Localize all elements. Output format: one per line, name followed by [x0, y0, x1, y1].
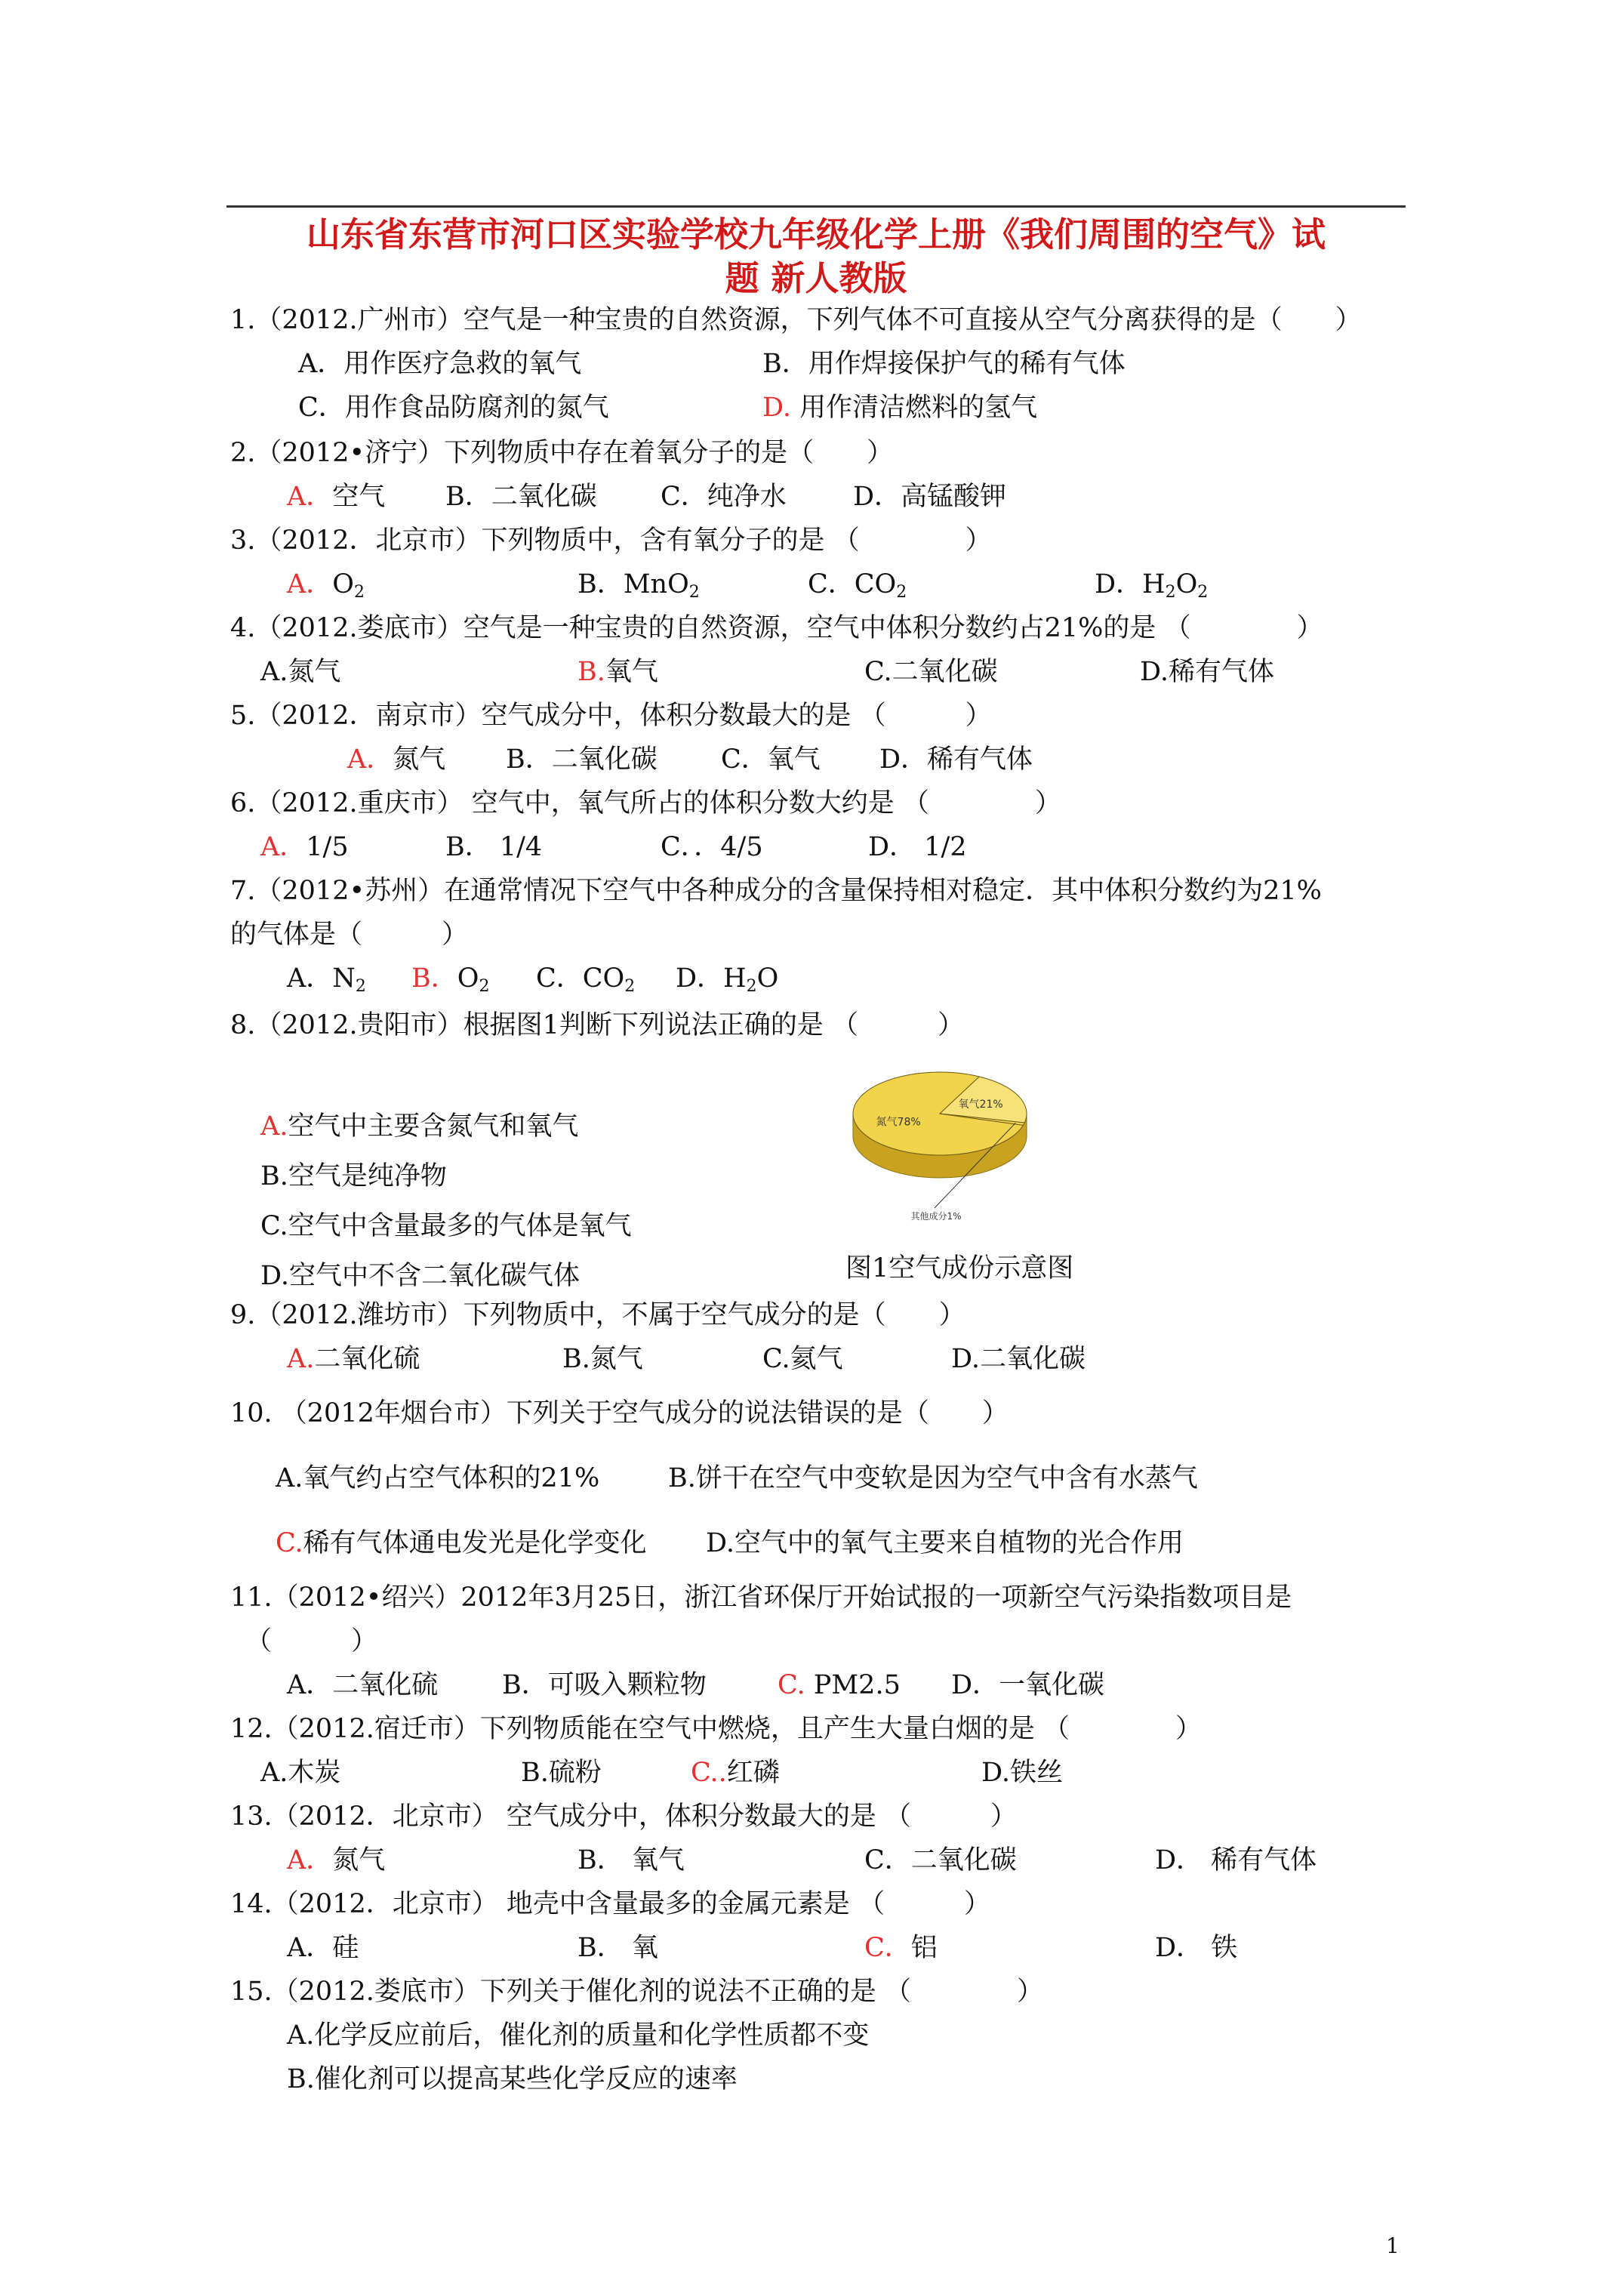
q9-option-d: D.二氧化碳 — [951, 1344, 1086, 1374]
q12-stem: 12.（2012.宿迁市）下列物质能在空气中燃烧，且产生大量白烟的是 （ ） — [230, 1714, 1202, 1744]
q11-option-a: A．二氧化硫 — [287, 1670, 439, 1700]
q15-stem: 15.（2012.娄底市）下列关于催化剂的说法不正确的是 （ ） — [230, 1977, 1043, 2007]
figure-caption: 图1空气成份示意图 — [845, 1253, 1074, 1284]
q5-option-c: C．氧气 — [721, 744, 821, 775]
q3-option-a: A．$O_2$ — [287, 569, 365, 602]
q3-option-d: D．$H_2O_2$ — [1095, 569, 1209, 602]
q11-stem-line2: （ ） — [245, 1626, 378, 1657]
q14-option-d: D． 铁 — [1155, 1933, 1238, 1963]
q13-option-d: D． 稀有气体 — [1155, 1845, 1317, 1875]
q9-stem: 9.（2012.潍坊市）下列物质中，不属于空气成分的是（ ） — [230, 1300, 965, 1330]
q8-option-a: A.空气中主要含氮气和氧气 — [260, 1111, 579, 1142]
q2-option-d: D．高锰酸钾 — [853, 482, 1007, 512]
q2-option-c: C．纯净水 — [661, 482, 787, 512]
q10-stem: 10. （2012年烟台市）下列关于空气成分的说法错误的是（ ） — [230, 1398, 1009, 1428]
q3-stem: 3.（2012．北京市）下列物质中，含有氧分子的是 （ ） — [230, 525, 992, 556]
pie-label-n2: 氮气78% — [876, 1116, 921, 1129]
q13-option-a: A．氮气 — [287, 1845, 386, 1875]
q13-option-c: C．二氧化碳 — [864, 1845, 1017, 1875]
page-number: 1 — [1386, 2233, 1400, 2258]
q4-stem: 4.（2012.娄底市）空气是一种宝贵的自然资源，空气中体积分数约占21%的是 （ ） — [230, 613, 1323, 643]
q10-option-a: A.氧气约占空气体积的21% — [276, 1463, 600, 1493]
q10-option-d: D.空气中的氧气主要来自植物的光合作用 — [706, 1528, 1184, 1558]
q6-stem: 6.（2012.重庆市） 空气中，氧气所占的体积分数大约是 （ ） — [230, 788, 1061, 818]
pie-label-other: 其他成分1% — [910, 1211, 962, 1222]
q8-option-b: B.空气是纯净物 — [260, 1161, 447, 1191]
q15-option-a: A.化学反应前后，催化剂的质量和化学性质都不变 — [287, 2020, 870, 2051]
q9-option-a: A.二氧化硫 — [287, 1344, 420, 1374]
q8-option-d: D.空气中不含二氧化碳气体 — [260, 1261, 580, 1291]
q15-option-b: B.催化剂可以提高某些化学反应的速率 — [287, 2064, 738, 2094]
q12-option-a: A.木炭 — [260, 1758, 341, 1788]
q5-stem: 5.（2012．南京市）空气成分中，体积分数最大的是 （ ） — [230, 701, 992, 731]
q11-stem-line1: 11.（2012•绍兴）2012年3月25日，浙江省环保厅开始试报的一项新空气污染指数项目是 — [230, 1583, 1292, 1613]
q7-option-b: B．$O_2$ — [411, 963, 490, 996]
q14-stem: 14.（2012．北京市） 地壳中含量最多的金属元素是 （ ） — [230, 1889, 990, 1919]
q7-option-c: C．$CO_2$ — [536, 963, 636, 996]
q8-option-c: C.空气中含量最多的气体是氧气 — [260, 1211, 632, 1241]
q1-option-b: B．用作焊接保护气的稀有气体 — [762, 349, 1126, 379]
q14-option-b: B． 氧 — [577, 1933, 658, 1963]
q3-option-b: B．MnO$_2$ — [577, 569, 700, 602]
q4-option-d: D.稀有气体 — [1140, 657, 1274, 687]
doc-title-line1: 山东省东营市河口区实验学校九年级化学上册《我们周围的空气》试 — [306, 214, 1326, 254]
q11-option-b: B．可吸入颗粒物 — [502, 1670, 707, 1700]
header-rule — [226, 205, 1406, 208]
q12-option-c: C..红磷 — [691, 1758, 780, 1788]
q9-option-b: B.氮气 — [562, 1344, 643, 1374]
q7-stem-line2: 的气体是（ ） — [230, 920, 469, 950]
q7-option-d: D．$H_2O$ — [676, 963, 779, 996]
q5-option-b: B．二氧化碳 — [506, 744, 658, 775]
pie-label-o2: 氧气21% — [958, 1098, 1003, 1111]
q3-option-c: C．$CO_2$ — [808, 569, 907, 602]
air-composition-pie-chart — [845, 1057, 1072, 1223]
q2-stem: 2.（2012•济宁）下列物质中存在着氧分子的是（ ） — [230, 438, 894, 468]
q1-option-d: D. 用作清洁燃料的氢气 — [762, 393, 1038, 423]
q5-option-d: D．稀有气体 — [879, 744, 1033, 775]
q6-option-b: B． 1/4 — [445, 832, 543, 862]
q5-option-a: A．氮气 — [347, 744, 446, 775]
q2-option-b: B．二氧化碳 — [445, 482, 597, 512]
q1-stem: 1.（2012.广州市）空气是一种宝贵的自然资源，下列气体不可直接从空气分离获得的是（ ） — [230, 305, 1362, 335]
q11-option-c: C. PM2.5 — [778, 1670, 901, 1700]
q10-option-c: C.稀有气体通电发光是化学变化 — [276, 1528, 647, 1558]
q14-option-c: C．铝 — [864, 1933, 938, 1963]
q4-option-a: A.氮气 — [260, 657, 341, 687]
q6-option-a: A．1/5 — [260, 832, 349, 862]
q4-option-b: B.氧气 — [577, 657, 658, 687]
q9-option-c: C.氦气 — [762, 1344, 843, 1374]
q13-option-b: B． 氧气 — [577, 1845, 685, 1875]
q13-stem: 13.（2012．北京市） 空气成分中，体积分数最大的是 （ ） — [230, 1801, 1017, 1832]
q8-stem: 8.（2012.贵阳市）根据图1判断下列说法正确的是 （ ） — [230, 1010, 964, 1040]
q7-stem-line1: 7.（2012•苏州）在通常情况下空气中各种成分的含量保持相对稳定．其中体积分数约为21% — [230, 876, 1322, 906]
q12-option-b: B.硫粉 — [521, 1758, 602, 1788]
q2-option-a: A．空气 — [287, 482, 386, 512]
q11-option-d: D．一氧化碳 — [951, 1670, 1105, 1700]
q7-option-a: A．$N_2$ — [287, 963, 366, 996]
q4-option-c: C.二氧化碳 — [864, 657, 998, 687]
doc-title-line2: 题 新人教版 — [725, 258, 907, 298]
q14-option-a: A．硅 — [287, 1933, 359, 1963]
q10-option-b: B.饼干在空气中变软是因为空气中含有水蒸气 — [668, 1463, 1198, 1493]
q6-option-c: C．．4/5 — [661, 832, 763, 862]
q6-option-d: D． 1/2 — [868, 832, 967, 862]
q12-option-d: D.铁丝 — [981, 1758, 1063, 1788]
q1-option-a: A．用作医疗急救的氧气 — [298, 349, 582, 379]
q1-option-c: C．用作食品防腐剂的氮气 — [298, 393, 609, 423]
